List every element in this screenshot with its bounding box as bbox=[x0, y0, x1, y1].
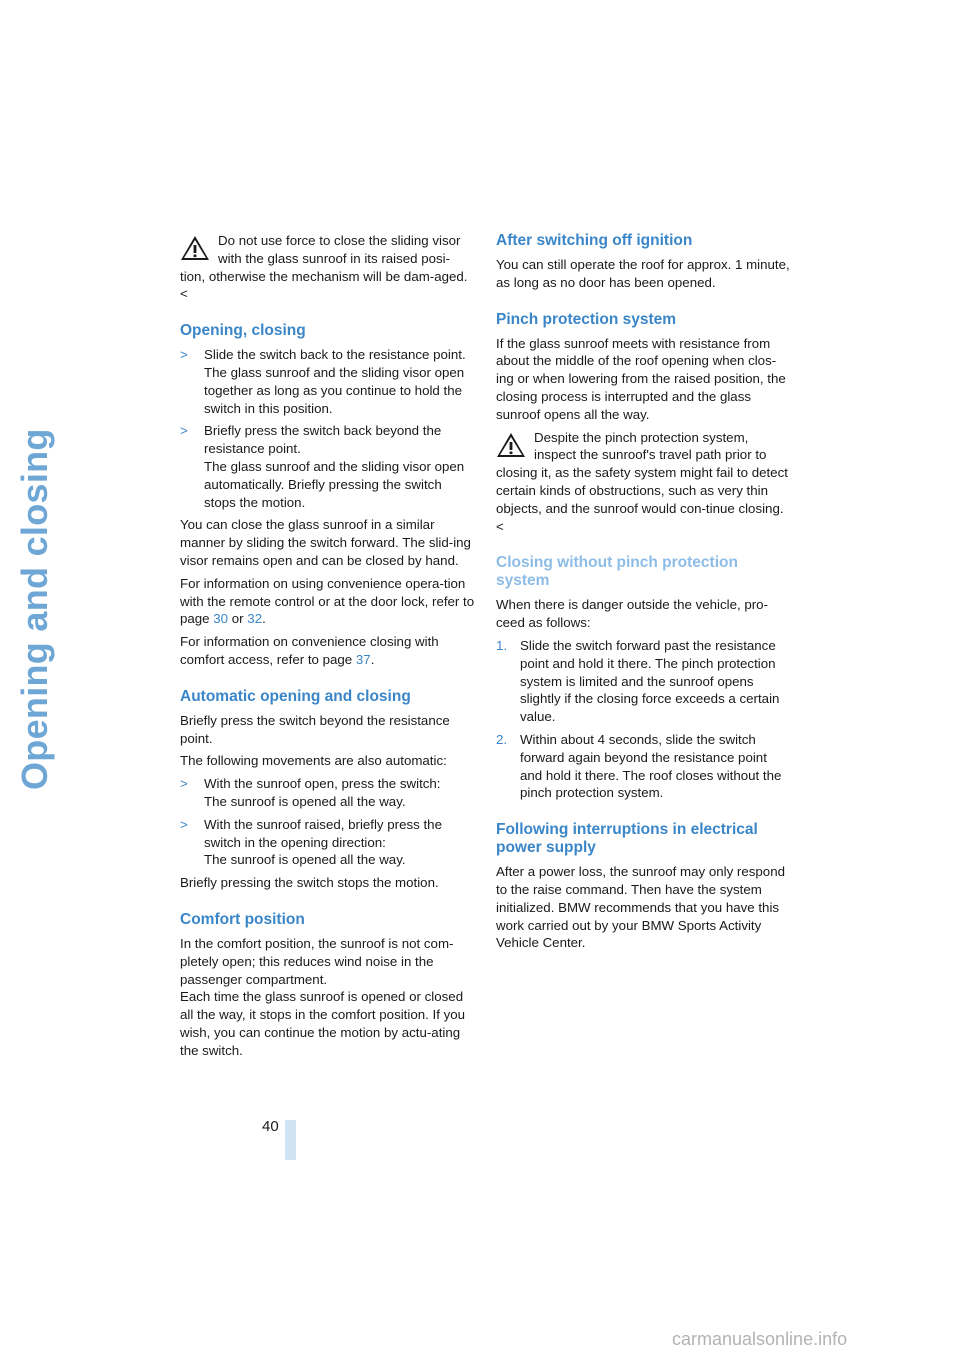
bullet-marker: > bbox=[180, 816, 188, 832]
bullet-line: With the sunroof raised, briefly press the switch in the opening direction: bbox=[204, 816, 442, 850]
heading-after-ignition: After switching off ignition bbox=[496, 232, 693, 249]
warning-note bbox=[496, 429, 791, 536]
heading-opening-closing: Opening, closing bbox=[180, 322, 306, 340]
watermark: carmanualsonline.info bbox=[672, 1329, 848, 1349]
page-link-32[interactable]: 32 bbox=[247, 611, 263, 627]
paragraph: Briefly press the switch beyond the resistance point. bbox=[180, 712, 450, 746]
end-marker: < bbox=[180, 286, 188, 302]
text: For information on convenience closing with comfort access, refer to page bbox=[180, 634, 439, 667]
heading-automatic: Automatic opening and closing bbox=[180, 687, 411, 705]
bullet-line: The sunroof is opened all the way. bbox=[204, 793, 406, 809]
page-number-bar bbox=[285, 1120, 296, 1160]
page-link-37[interactable]: 37 bbox=[355, 651, 371, 667]
text: . bbox=[370, 651, 375, 667]
bullet-line: The sunroof is opened all the way. bbox=[204, 852, 406, 868]
paragraph: The following movements are also automatic: bbox=[180, 753, 447, 769]
warning-triangle-icon bbox=[180, 235, 210, 261]
paragraph: Each time the glass sunroof is opened or closed all the way, it stops in the comfort position. If you wish, you can continue the motion by actu-ating the switch. bbox=[180, 989, 466, 1058]
paragraph: If the glass sunroof meets with resistance from about the middle of the roof opening when clos-ing or when lowering from the raised position, the closing process is interrupted and the glass sunroof opens all the way. bbox=[496, 335, 786, 422]
bullet-marker: > bbox=[180, 776, 188, 792]
heading-power-interruption: Following interruptions in electrical power supply bbox=[496, 821, 758, 857]
paragraph: You can still operate the roof for approx. 1 minute, as long as no door has been opened. bbox=[496, 257, 790, 290]
step-text: Within about 4 seconds, slide the switch forward again beyond the resistance point and hold it there. The roof closes without the pinch protection system. bbox=[520, 731, 782, 801]
paragraph: After a power loss, the sunroof may only respond to the raise command. Then have the system initialized. BMW recommends that you have this work carried out by your BMW Sports Activity Vehicle Center. bbox=[496, 864, 785, 951]
paragraph: When there is danger outside the vehicle, pro-ceed as follows: bbox=[496, 597, 769, 631]
step-number: 1. bbox=[496, 637, 508, 653]
paragraph-convenience bbox=[180, 575, 475, 628]
bullet-line: Slide the switch back to the resistance point. bbox=[204, 347, 466, 363]
heading-comfort-position: Comfort position bbox=[180, 910, 305, 928]
warning-text: Do not use force to close the sliding visor with the glass sunroof in its raised posi-tion, otherwise the mechanism will be dam-aged. bbox=[180, 233, 468, 284]
list-item bbox=[180, 775, 475, 811]
numbered-step bbox=[496, 637, 791, 726]
left-column bbox=[180, 232, 475, 1064]
page-number: 40 bbox=[262, 1118, 279, 1135]
bullet-line: Briefly press the switch back beyond the resistance point. bbox=[204, 423, 442, 457]
step-number: 2. bbox=[496, 731, 508, 747]
text: For information on using convenience opera-tion with the remote control or at the door lock, refer to page bbox=[180, 575, 475, 627]
bullet-marker: > bbox=[180, 423, 188, 439]
warning-triangle-icon bbox=[496, 432, 526, 458]
bullet-marker: > bbox=[180, 347, 188, 363]
paragraph-comfort-access bbox=[180, 633, 475, 669]
text: . bbox=[262, 611, 266, 627]
chapter-title-text: Opening and closing bbox=[14, 428, 55, 790]
list-item bbox=[180, 346, 475, 417]
bullet-line: The glass sunroof and the sliding visor open together as long as you continue to hold the switch in this position. bbox=[204, 364, 465, 416]
heading-pinch-protection: Pinch protection system bbox=[496, 310, 677, 328]
paragraph: Briefly pressing the switch stops the motion. bbox=[180, 875, 439, 891]
numbered-step bbox=[496, 731, 791, 802]
warning-text: Despite the pinch protection system, inspect the sunroof's travel path prior to closing it, as the safety system might fail to detect certain kinds of obstructions, such as very thin objects, and the sunroof would con-tinue closing. bbox=[496, 429, 788, 516]
warning-note bbox=[180, 232, 475, 303]
text: or bbox=[228, 611, 248, 627]
bullet-line: With the sunroof open, press the switch: bbox=[204, 776, 441, 792]
right-column bbox=[496, 232, 791, 957]
page-link-30[interactable]: 30 bbox=[213, 611, 229, 627]
heading-without-pinch: Closing without pinch protection system bbox=[496, 554, 738, 590]
chapter-side-title bbox=[10, 230, 60, 790]
end-marker: < bbox=[496, 518, 504, 534]
list-item bbox=[180, 422, 475, 511]
step-text: Slide the switch forward past the resistance point and hold it there. The pinch protection system is limited and the sunroof opens slightly if the closing force exceeds a certain value. bbox=[520, 637, 780, 725]
paragraph: You can close the glass sunroof in a similar manner by sliding the switch forward. The slid-ing visor remains open and can be closed by hand. bbox=[180, 517, 471, 568]
paragraph: In the comfort position, the sunroof is not com-pletely open; this reduces wind noise in the passenger compartment. bbox=[180, 935, 454, 987]
bullet-line: The glass sunroof and the sliding visor open automatically. Briefly pressing the switch stops the motion. bbox=[204, 458, 465, 510]
list-item bbox=[180, 816, 475, 869]
